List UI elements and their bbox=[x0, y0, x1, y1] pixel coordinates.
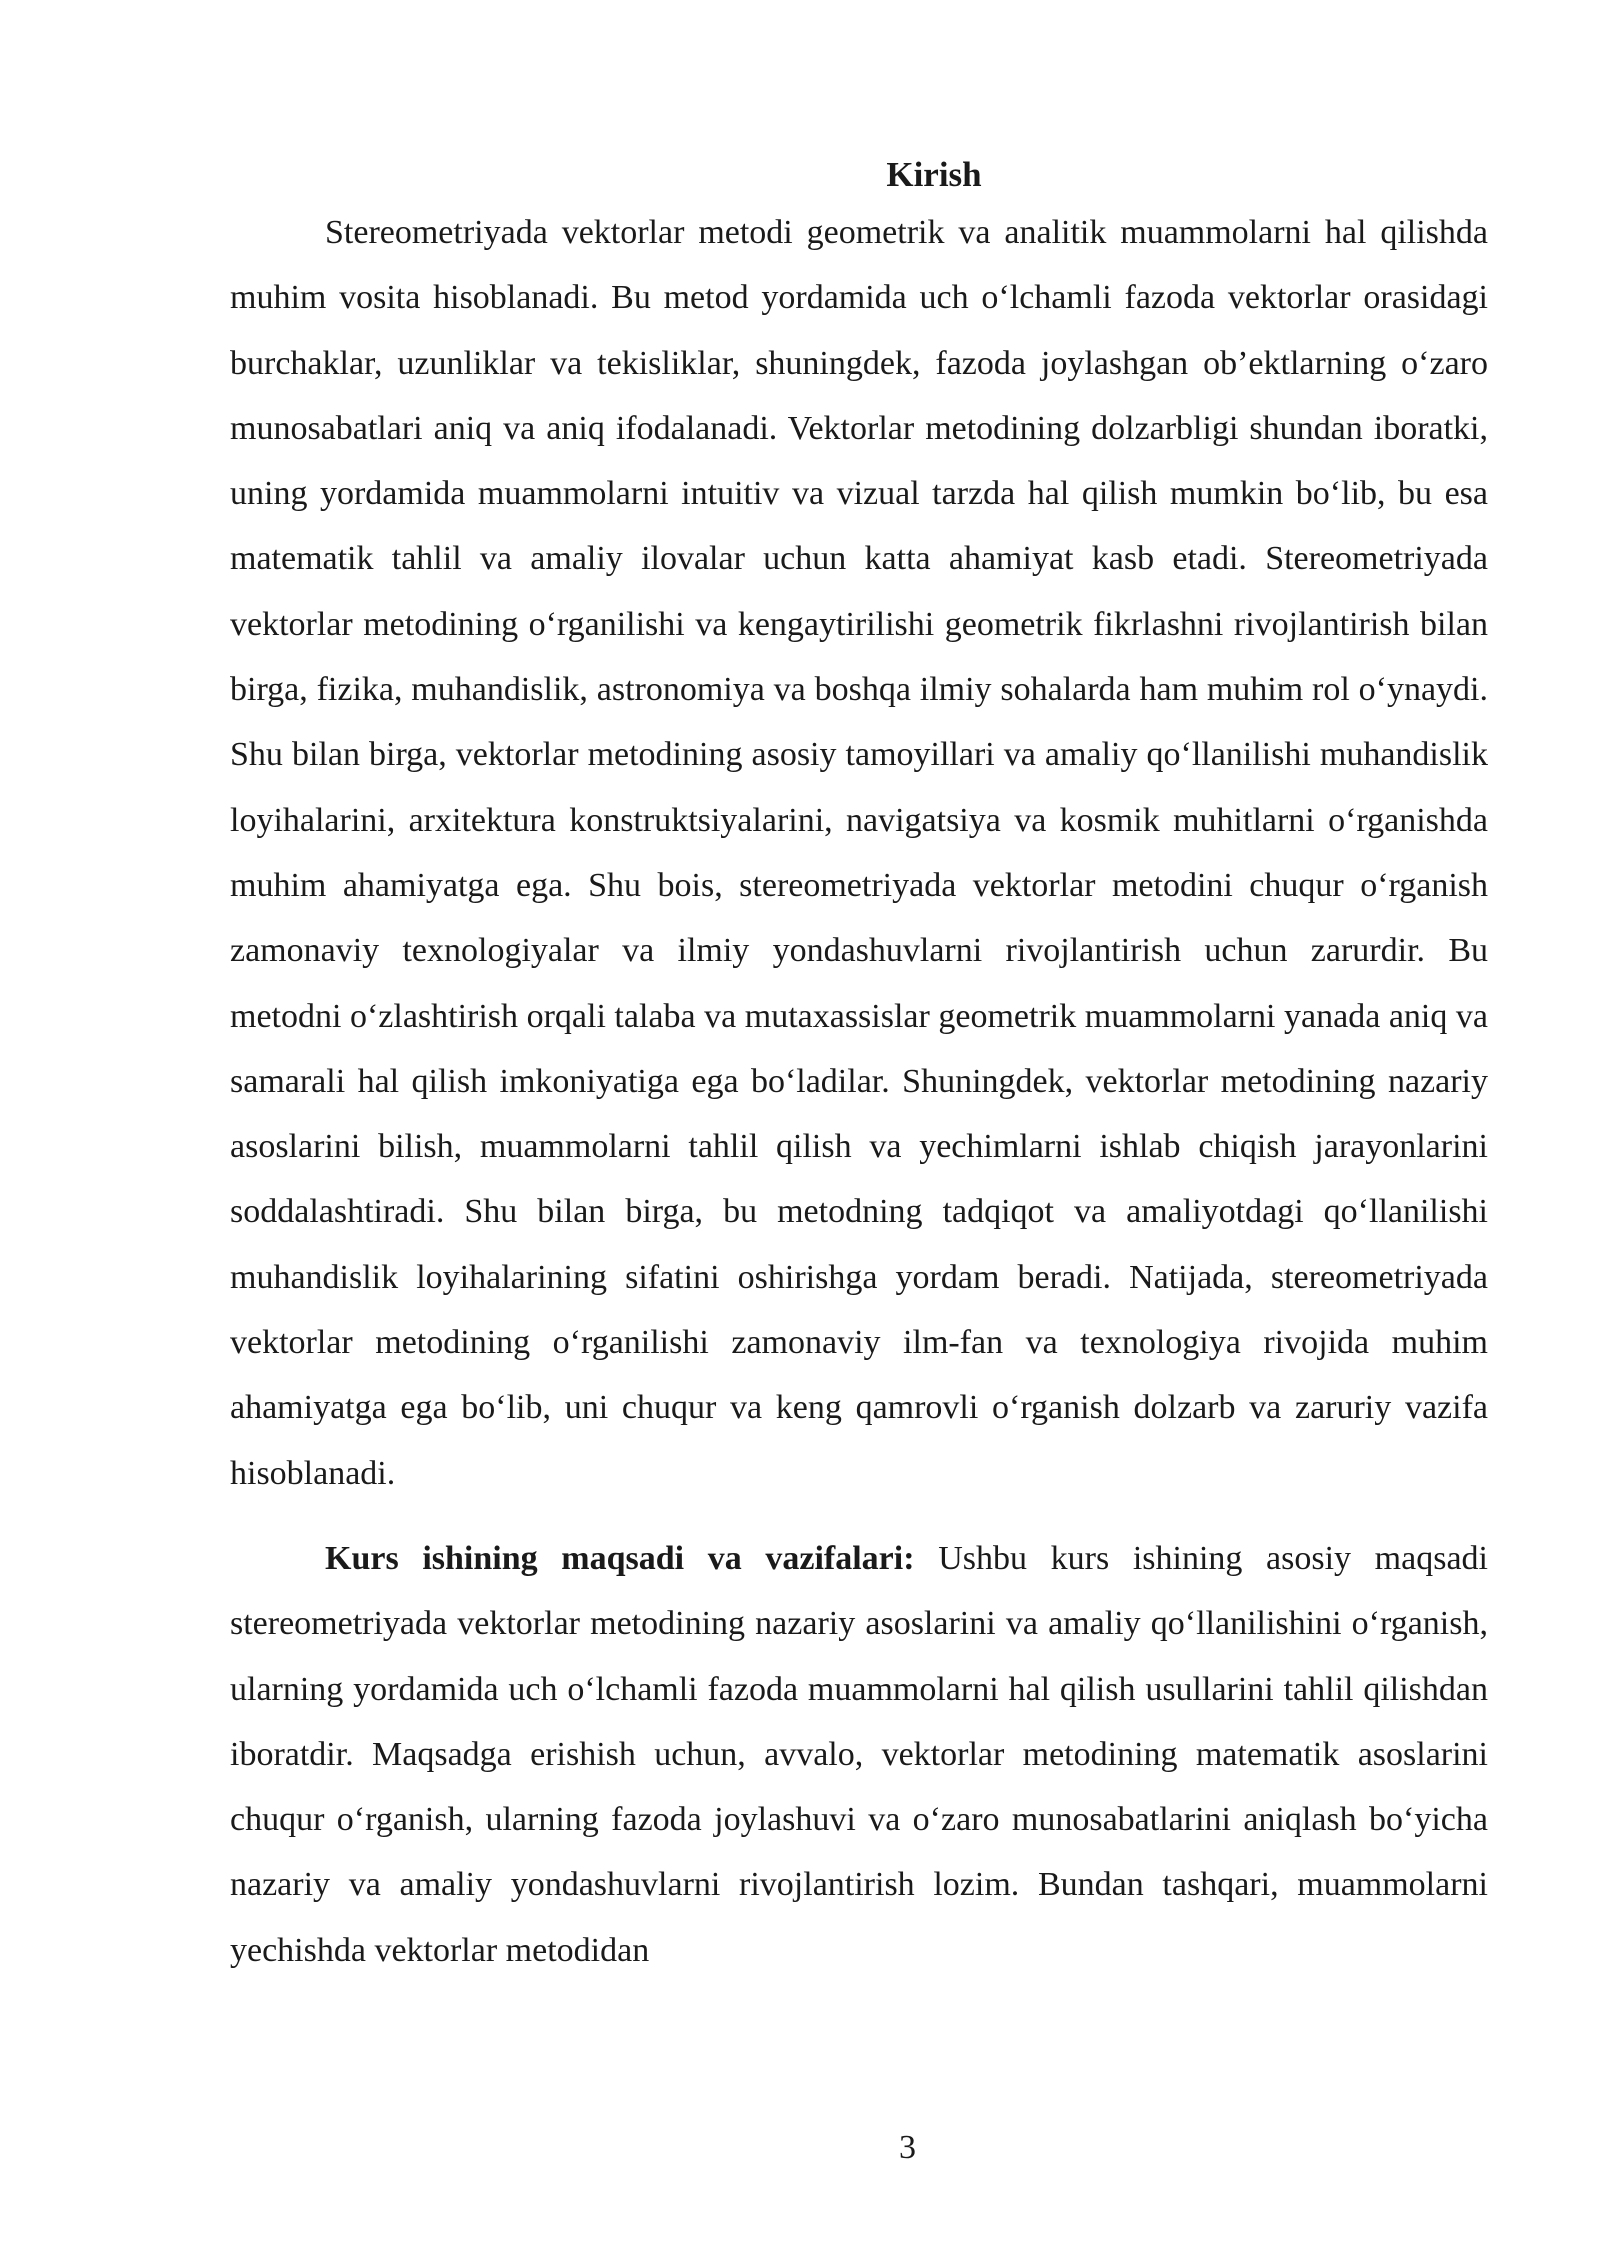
intro-paragraph: Stereometriyada vektorlar metodi geometrik va analitik muammolarni hal qilishda muhim vosita hisoblanadi. Bu metod yordamida uch o‘lchamli fazoda vektorlar orasidagi burchaklar, uzunliklar va tekisliklar, shuningdek, fazoda joylashgan ob’ektlarning o‘zaro munosabatlari aniq va aniq ifodalanadi. Vektorlar metodining dolzarbligi shundan iboratki, uning yordamida muammolarni intuitiv va vizual tarzda hal qilish mumkin bo‘lib, bu esa matematik tahlil va amaliy ilovalar uchun katta ahamiyat kasb etadi. Stereometriyada vektorlar metodining o‘rganilishi va kengaytirilishi geometrik fikrlashni rivojlantirish bilan birga, fizika, muhandislik, astronomiya va boshqa ilmiy sohalarda ham muhim rol o‘ynaydi. Shu bilan birga, vektorlar metodining asosiy tamoyillari va amaliy qo‘llanilishi muhandislik loyihalarini, arxitektura konstruktsiyalarini, navigatsiya va kosmik muhitlarni o‘rganishda muhim ahamiyatga ega. Shu bois, stereometriyada vektorlar metodini chuqur o‘rganish zamonaviy texnologiyalar va ilmiy yondashuvlarni rivojlantirish uchun zarurdir. Bu metodni o‘zlashtirish orqali talaba va mutaxassislar geometrik muammolarni yanada aniq va samarali hal qilish imkoniyatiga ega bo‘ladilar. Shuningdek, vektorlar metodining nazariy asoslarini bilish, muammolarni tahlil qilish va yechimlarni ishlab chiqish jarayonlarini soddalashtiradi. Shu bilan birga, bu metodning tadqiqot va amaliyotdagi qo‘llanilishi muhandislik loyihalarining sifatini oshirishga yordam beradi. Natijada, stereometriyada vektorlar metodining o‘rganilishi zamonaviy ilm-fan va texnologiya rivojida muhim ahamiyatga ega bo‘lib, uni chuqur va keng qamrovli o‘rganish dolzarb va zaruriy vazifa hisoblanadi. bbox=[230, 214, 1488, 1492]
document-page bbox=[230, 150, 1488, 1983]
goals-paragraph bbox=[230, 1526, 1488, 1983]
goals-body: Ushbu kurs ishining asosiy maqsadi stereometriyada vektorlar metodining nazariy asoslarini va amaliy qo‘llanilishini o‘rganish, ularning yordamida uch o‘lchamli fazoda muammolarni hal qilish usullarini tahlil qilishdan iboratdir. Maqsadga erishish uchun, avvalo, vektorlar metodining matematik asoslarini chuqur o‘rganish, ularning fazoda joylashuvi va o‘zaro munosabatlarini aniqlash bo‘yicha nazariy va amaliy yondashuvlarni rivojlantirish lozim. Bundan tashqari, muammolarni yechishda vektorlar metodidan bbox=[230, 1539, 1488, 1969]
section-heading: Kirish bbox=[886, 155, 982, 194]
goals-lead: Kurs ishining maqsadi va vazifalari: bbox=[325, 1539, 915, 1577]
page-number: 3 bbox=[899, 2129, 916, 2166]
